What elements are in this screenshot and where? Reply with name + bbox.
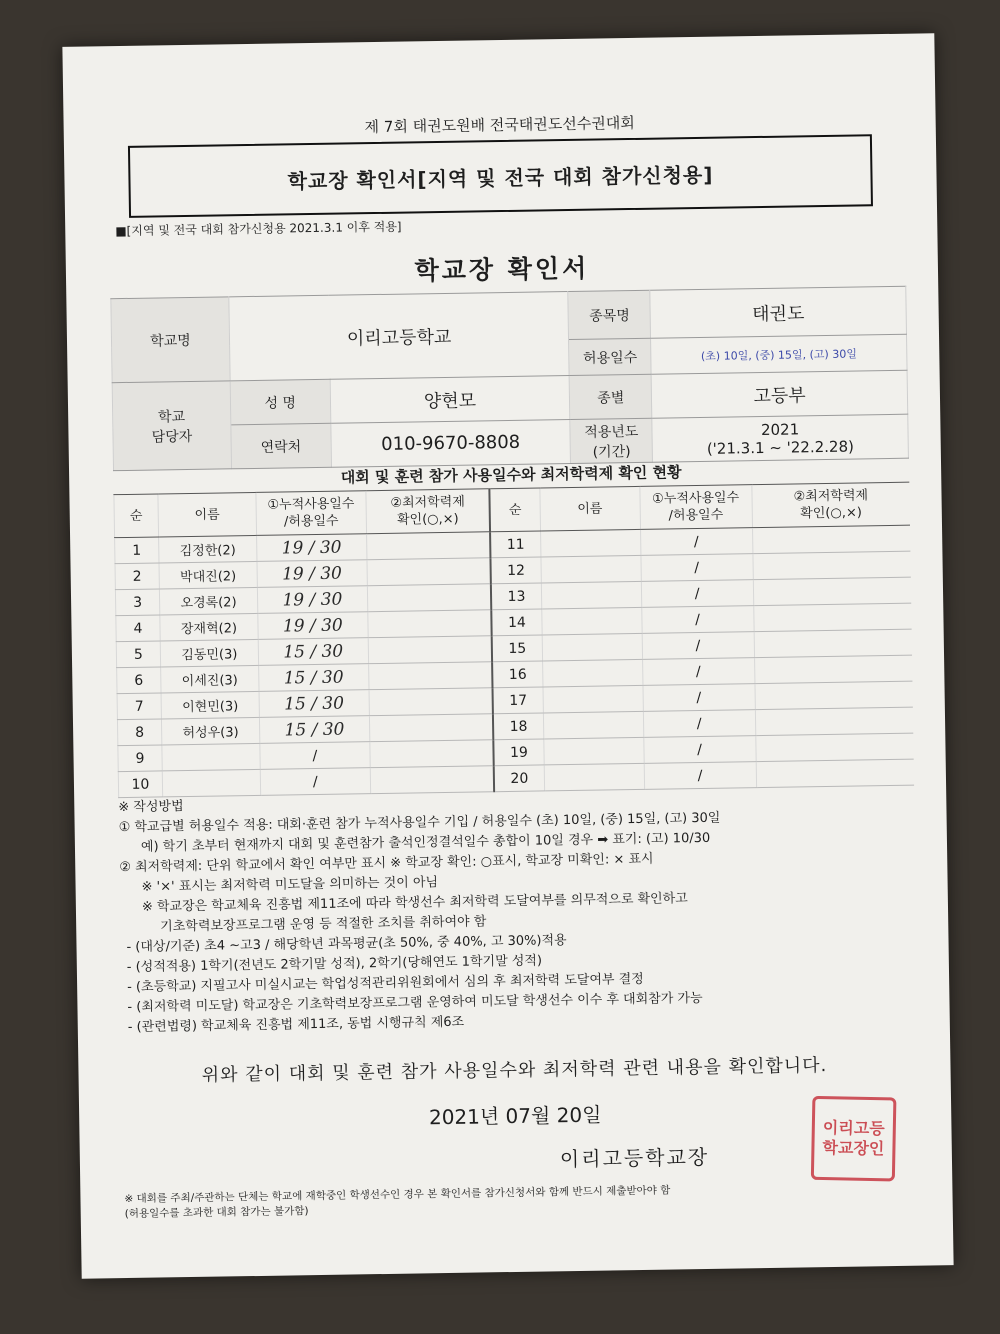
row-no-right: 12 — [491, 557, 541, 584]
row-no-right: 20 — [494, 765, 544, 792]
row-days: 15 / 30 — [259, 716, 369, 744]
col-check-header-right — [751, 482, 910, 527]
row-no-right: 17 — [493, 687, 543, 714]
competition-header: 제 7회 태권도원배 전국태권도선수권대회 — [364, 113, 635, 137]
note-line: ② 최저학력제: 단위 학교에서 확인 여부만 표시 ※ 학교장 확인: ○표시, 학교장 미확인: × 표시 — [119, 851, 654, 876]
note-line: 예) 학기 초부터 현재까지 대회 및 훈련참가 출석인정결석일수 총합이 10일 경우 ➡ 표기: (고) 10/30 — [140, 830, 711, 855]
footer-line: (허용일수를 초과한 대회 참가는 불가함) — [124, 1205, 309, 1221]
event-value: 태권도 — [650, 286, 906, 338]
roster-section-title: 대회 및 훈련 참가 사용일수와 최저학력제 확인 현황 — [340, 463, 682, 487]
roster-table — [113, 482, 914, 798]
row-no-right: 14 — [492, 609, 542, 636]
row-days: 19 / 30 — [257, 586, 367, 614]
row-name-right — [542, 633, 642, 661]
row-days-right: / — [642, 632, 754, 660]
name-label: 성 명 — [230, 379, 331, 425]
row-name-right — [543, 711, 643, 739]
note-line: - (성적적용) 1학기(전년도 2학기말 성적), 2학기(당해연도 1학기말 성적) — [126, 953, 543, 976]
row-no: 7 — [117, 693, 161, 720]
row-no-right: 15 — [492, 635, 542, 662]
document-paper — [62, 33, 953, 1279]
row-days-right: / — [643, 710, 755, 738]
row-no-right: 13 — [491, 583, 541, 610]
row-no: 5 — [116, 641, 160, 668]
note-line: - (초등학교) 지필고사 미실시교는 학업성적관리위원회에서 심의 후 최저학력 도달여부 결정 — [127, 971, 644, 996]
document-heading: 학교장 확인서 — [414, 253, 590, 286]
row-name-right — [544, 737, 644, 765]
col-days-header-right — [639, 485, 752, 530]
row-no: 4 — [116, 615, 160, 642]
row-name — [162, 743, 260, 771]
year-value-line2: ('21.3.1 ~ '22.2.28) — [706, 437, 855, 458]
note-line: - (최저학력 미도달) 학교장은 기초학력보장프로그램 운영하여 미도달 학생선수 이수 후 대회참가 가능 — [127, 990, 703, 1016]
row-days: 19 / 30 — [258, 612, 368, 640]
row-check — [369, 714, 493, 742]
row-days: 19 / 30 — [257, 560, 367, 588]
row-days-right: / — [641, 580, 753, 608]
principal-name: 이리고등학교장 — [559, 1144, 710, 1172]
row-days: / — [260, 742, 370, 770]
row-check — [368, 610, 492, 638]
row-name-right — [543, 685, 643, 713]
footer-note — [124, 1180, 914, 1222]
row-check-right — [755, 733, 913, 761]
row-days-right: / — [642, 658, 754, 686]
manager-label-line2: 담당자 — [151, 428, 193, 446]
row-no-right: 16 — [492, 661, 542, 688]
row-name: 이현민(3) — [161, 691, 259, 719]
footer-line: ※ 대회를 주최/주관하는 단체는 학교에 재학중인 학생선수인 경우 본 확인서를 참가신청서와 함께 반드시 제출받아야 함 — [124, 1184, 671, 1206]
notes-title: ※ 작성방법 — [118, 799, 184, 816]
note-line: - (관련법령) 학교체육 진흥법 제11조, 동법 시행규칙 제6조 — [127, 1014, 465, 1036]
year-label-line2: (기간) — [592, 443, 631, 461]
signature-date: 2021년 07월 20일 — [428, 1102, 602, 1130]
row-check — [370, 740, 494, 768]
col-name-header-right: 이름 — [540, 486, 641, 531]
row-check — [367, 558, 491, 586]
info-table — [110, 286, 909, 471]
col-days-header — [256, 491, 367, 536]
col-no-header-right: 순 — [490, 488, 541, 532]
row-check-right — [753, 603, 911, 631]
row-days: 15 / 30 — [259, 664, 369, 692]
row-check — [370, 766, 494, 794]
col-check-header-right-line2: 확인(○,×) — [800, 505, 862, 522]
row-name-right — [540, 529, 640, 557]
col-days-header-right-line1: ①누적사용일수 — [651, 490, 740, 507]
note-line: ※ 학교장은 학교체육 진흥법 제11조에 따라 학생선수 최저학력 도달여부를 의무적으로 확인하고 — [141, 891, 688, 915]
row-days-right: / — [640, 528, 752, 556]
roster-body — [115, 525, 914, 797]
school-value: 이리고등학교 — [229, 292, 570, 381]
row-no: 2 — [115, 563, 159, 590]
row-days: 15 / 30 — [259, 690, 369, 718]
row-name: 오경록(2) — [159, 587, 257, 615]
note-line: 기초학력보장프로그램 운영 등 적절한 조치를 취하여야 함 — [160, 914, 487, 935]
year-value — [652, 414, 908, 462]
row-check-right — [755, 707, 913, 735]
row-name: 김동민(3) — [160, 639, 258, 667]
row-check-right — [754, 655, 912, 683]
row-no-right: 19 — [494, 739, 544, 766]
row-days-right: / — [644, 762, 756, 790]
document-title-box: 학교장 확인서[지역 및 전국 대회 참가신청용] — [128, 134, 873, 218]
manager-label-line1: 학교 — [157, 408, 186, 425]
row-name-right — [541, 555, 641, 583]
note-line: ① 학교급별 허용일수 적용: 대회·훈련 참가 누적사용일수 기입 / 허용일수 (초) 10일, (중) 15일, (고) 30일 — [118, 810, 721, 836]
row-check-right — [754, 681, 912, 709]
row-check-right — [752, 551, 910, 579]
row-name-right — [541, 607, 641, 635]
document-subheader: ■[지역 및 전국 대회 참가신청용 2021.3.1 이후 적용] — [115, 219, 402, 239]
manager-label — [112, 381, 231, 471]
row-name-right — [544, 763, 644, 791]
principal-seal: 이리고등학교장인 — [811, 1096, 897, 1182]
division-label: 종별 — [569, 374, 652, 419]
row-name-right — [542, 659, 642, 687]
row-days: / — [260, 768, 370, 796]
row-check-right — [752, 525, 910, 553]
row-name: 허성우(3) — [161, 717, 259, 745]
row-no: 1 — [115, 537, 159, 564]
row-no: 9 — [118, 745, 162, 772]
year-label-line1: 적용년도 — [584, 423, 639, 441]
row-name: 이세진(3) — [161, 665, 259, 693]
row-check-right — [756, 759, 914, 787]
row-no: 3 — [115, 589, 159, 616]
row-name: 장재혁(2) — [160, 613, 258, 641]
col-days-header-right-line2: /허용일수 — [668, 507, 724, 524]
row-days-right: / — [643, 736, 755, 764]
col-name-header: 이름 — [158, 492, 257, 537]
col-check-header-line1: ②최저학력제 — [390, 494, 465, 511]
col-days-header-line2: /허용일수 — [283, 513, 339, 530]
row-days: 15 / 30 — [258, 638, 368, 666]
row-days-right: / — [643, 684, 755, 712]
confirmation-statement: 위와 같이 대회 및 훈련 참가 사용일수와 최저학력 관련 내용을 확인합니다. — [201, 1055, 828, 1086]
note-line: - (대상/기준) 초4 ~고3 / 해당학년 과목평균(초 50%, 중 40%, 고 30%)적용 — [126, 933, 567, 956]
col-no-header: 순 — [114, 494, 159, 538]
school-label: 학교명 — [111, 297, 230, 383]
notes-section — [118, 786, 922, 1039]
allowed-days-label: 허용일수 — [569, 338, 651, 375]
division-value: 고등부 — [651, 370, 907, 418]
col-check-header — [366, 489, 491, 534]
row-no-right: 11 — [490, 531, 540, 558]
allowed-days-value: (초) 10일, (중) 15일, (고) 30일 — [651, 334, 907, 374]
col-days-header-line1: ①누적사용일수 — [267, 496, 355, 513]
row-name-right — [541, 581, 641, 609]
col-check-header-line2: 확인(○,×) — [396, 511, 459, 528]
row-check — [368, 662, 492, 690]
row-name: 박대진(2) — [159, 561, 257, 589]
contact-label: 연락처 — [231, 423, 332, 469]
event-label: 종목명 — [568, 290, 651, 339]
row-no: 10 — [118, 771, 162, 798]
name-value: 양현모 — [330, 375, 570, 423]
note-line: ※ '×' 표시는 최저학력 미도달을 의미하는 것이 아님 — [141, 875, 439, 895]
row-no-right: 18 — [493, 713, 543, 740]
row-name: 김정한(2) — [159, 535, 257, 563]
row-check — [369, 688, 493, 716]
col-check-header-right-line1: ②최저학력제 — [793, 488, 869, 505]
row-name — [162, 769, 260, 797]
row-days: 19 / 30 — [256, 534, 366, 562]
row-check-right — [753, 577, 911, 605]
row-no: 8 — [117, 719, 161, 746]
row-check — [368, 636, 492, 664]
row-days-right: / — [641, 554, 753, 582]
row-days-right: / — [641, 606, 753, 634]
row-no: 6 — [117, 667, 161, 694]
row-check-right — [754, 629, 912, 657]
year-label — [570, 418, 653, 463]
contact-value: 010-9670-8808 — [331, 419, 571, 467]
row-check — [367, 584, 491, 612]
year-value-line1: 2021 — [760, 419, 800, 439]
row-check — [366, 532, 490, 560]
